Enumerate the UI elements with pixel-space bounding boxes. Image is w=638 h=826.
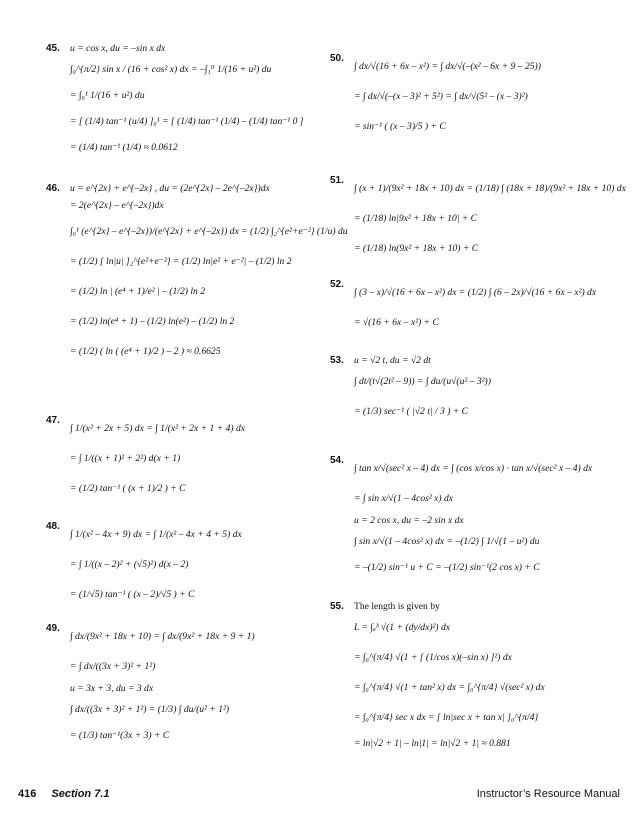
solution-line: = ∫₀^{π/4} sec x dx = [ ln|sec x + tan x| ]₀^{π/4} [354,712,539,723]
solution-line: ∫ dx/√(16 + 6x – x²) = ∫ dx/√(–(x² – 6x + 9 – 25)) [354,61,541,72]
solution-line: ∫₀^{π/2} sin x / (16 + cos² x) dx = –∫₁⁰ 1/(16 + u²) du [70,64,272,75]
solution-line: L = ∫ₐᵇ √(1 + (dy/dx)²) dx [354,622,451,633]
solution-line: = (1/18) ln|9x² + 18x + 10| + C [354,213,478,224]
problem-number: 50. [330,53,344,64]
problem-52 [330,278,620,342]
manual-title: Instructor’s Resource Manual [476,788,620,800]
solution-line: = (1/4) tan⁻¹ (1/4) ≈ 0.0612 [70,142,178,153]
solution-line: ∫ dt/(t√(2t² – 9)) = ∫ du/(u√(u² – 3²)) [354,376,491,387]
solution-line: = ∫₀^{π/4} √(1 + [ (1/cos x)(–sin x) ]²) dx [354,652,512,663]
problem-number: 48. [46,521,60,532]
solution-line: = ∫₀¹ 1/(16 + u²) du [70,90,145,101]
solution-line: ∫ (3 – x)/√(16 + 6x – x²) dx = (1/2) ∫ (6 – 2x)/√(16 + 6x – x²) dx [354,287,597,298]
solution-line: u = e^{2x} + e^{–2x} , du = (2e^{2x} – 2e^{–2x})dx [70,183,270,194]
solution-line: = –(1/2) sin⁻¹ u + C = –(1/2) sin⁻¹(2 cos x) + C [354,562,540,573]
solution-line: = ∫₀^{π/4} √(1 + tan² x) dx = ∫₀^{π/4} √(sec² x) dx [354,682,545,693]
solution-line: ∫ sin x/√(1 – 4cos² x) dx = –(1/2) ∫ 1/√(1 – u²) du [354,536,540,547]
solution-line: = (1/2) ln | (e⁴ + 1)/e² | – (1/2) ln 2 [70,286,206,297]
solution-line: ∫ (x + 1)/(9x² + 18x + 10) dx = (1/18) ∫ (18x + 18)/(9x² + 18x + 10) dx [354,183,626,194]
solution-line: u = 3x + 3, du = 3 dx [70,683,154,694]
right-column [330,42,626,780]
problem-55 [330,600,620,780]
solution-line: = sin⁻¹ ( (x – 3)/5 ) + C [354,121,446,132]
solution-line: = (1/18) ln(9x² + 18x + 10) + C [354,243,479,254]
solution-line: u = 2 cos x, du = –2 sin x dx [354,515,464,526]
solution-line: = [ (1/4) tan⁻¹ (u/4) ]₀¹ = [ (1/4) tan⁻¹ (1/4) – (1/4) tan⁻¹ 0 ] [70,116,304,127]
problem-number: 55. [330,601,344,612]
solution-line: = (1/3) tan⁻¹(3x + 3) + C [70,730,170,741]
problem-49 [46,622,318,762]
solution-line: = 2(e^{2x} – e^{–2x})dx [70,200,164,211]
problem-47 [46,414,318,506]
problem-number: 54. [330,455,344,466]
solution-line: = √(16 + 6x – x²) + C [354,317,439,328]
solution-line: ∫ dx/(9x² + 18x + 10) = ∫ dx/(9x² + 18x + 9 + 1) [70,631,255,642]
page-number: 416 [18,788,37,800]
solution-line: ∫ 1/(x² + 2x + 5) dx = ∫ 1/(x² + 2x + 1 + 4) dx [70,423,246,434]
solution-line: u = √2 t, du = √2 dt [354,355,431,366]
solution-line: = ∫ 1/((x – 2)² + (√5)²) d(x – 2) [70,559,189,570]
section-label: Section 7.1 [51,788,110,800]
solution-line: = ln|√2 + 1| – ln|1| = ln|√2 + 1| ≈ 0.881 [354,738,511,749]
solution-line: = ∫ sin x/√(1 – 4cos² x) dx [354,493,454,504]
solution-line: ∫ dx/((3x + 3)² + 1²) = (1/3) ∫ du/(u² + 1²) [70,704,230,715]
solution-line: = ∫ dx/((3x + 3)² + 1²) [70,661,156,672]
problem-50 [330,52,620,164]
problem-53 [330,354,620,440]
solution-line: u = cos x, du = –sin x dx [70,43,166,54]
problem-number: 52. [330,279,344,290]
solution-line: = (1/√5) tan⁻¹ ( (x – 2)/√5 ) + C [70,589,195,600]
problem-number: 45. [46,43,60,54]
problem-45 [46,42,318,160]
solution-line: = (1/2) ln(e⁴ + 1) – (1/2) ln(e²) – (1/2) ln 2 [70,316,235,327]
solution-line: = (1/3) sec⁻¹ ( |√2 t| / 3 ) + C [354,406,469,417]
solution-line: ∫ tan x/√(sec² x – 4) dx = ∫ (cos x/cos x) · tan x/√(sec² x – 4) dx [354,463,593,474]
solution-line: = (1/2) [ ln|u| ]₂^{e²+e⁻²} = (1/2) ln|e² + e⁻²| – (1/2) ln 2 [70,256,292,267]
solution-line: = (1/2) ( ln ( (e⁴ + 1)/2 ) – 2 ) ≈ 0.6625 [70,346,221,357]
solution-line: = (1/2) tan⁻¹ ( (x + 1)/2 ) + C [70,483,186,494]
solution-line: = ∫ 1/((x + 1)² + 2²) d(x + 1) [70,453,181,464]
solution-line: = ∫ dx/√(–(x – 3)² + 5²) = ∫ dx/√(5² – (x – 3)²) [354,91,528,102]
problem-number: 51. [330,175,344,186]
solution-line: The length is given by [354,601,440,612]
problem-number: 46. [46,183,60,194]
problem-51 [330,174,626,268]
problem-number: 49. [46,623,60,634]
problem-48 [46,520,318,612]
solution-line: ∫₀¹ (e^{2x} – e^{–2x})/(e^{2x} + e^{–2x}) dx = (1/2) ∫₂^{e²+e⁻²} (1/u) du [70,226,348,237]
problem-number: 47. [46,415,60,426]
problem-number: 53. [330,355,344,366]
solution-line: ∫ 1/(x² – 4x + 9) dx = ∫ 1/(x² – 4x + 4 + 5) dx [70,529,242,540]
problem-54 [330,454,620,594]
page-footer [18,788,620,804]
